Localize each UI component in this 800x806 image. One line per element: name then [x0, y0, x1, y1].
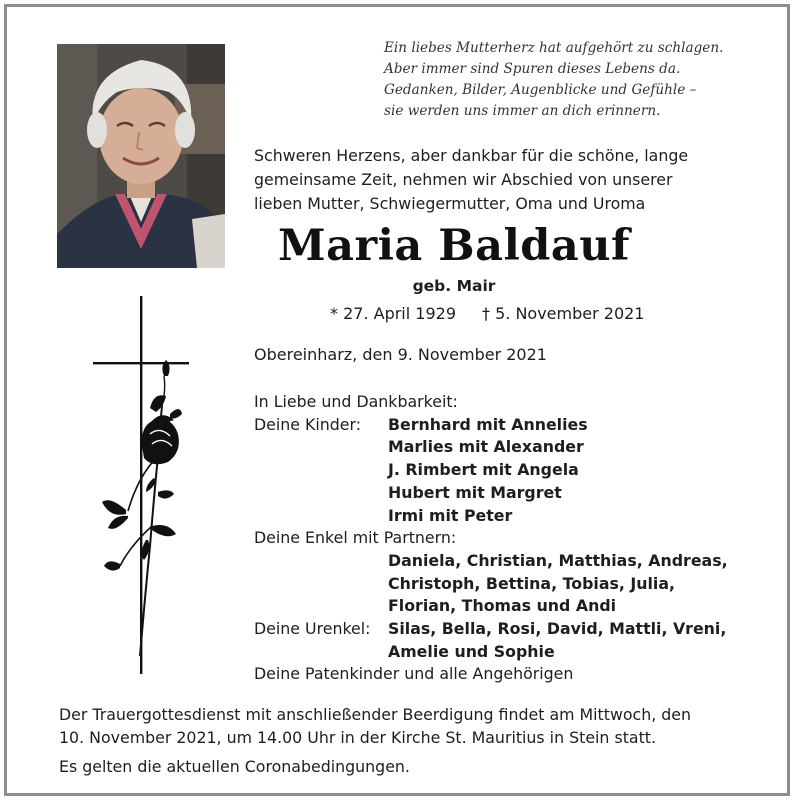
intro-line: lieben Mutter, Schwiegermutter, Oma und Uroma: [254, 194, 646, 213]
mourners-list: [254, 391, 728, 686]
cross-rose-icon: [90, 296, 200, 676]
maiden-name: geb. Mair: [412, 277, 496, 295]
intro-line: gemeinsame Zeit, nehmen wir Abschied von unserer: [254, 170, 673, 189]
portrait-photo: [57, 44, 225, 268]
service-info: [59, 703, 759, 778]
children-name: Marlies mit Alexander: [388, 437, 584, 457]
grandchildren-label: Deine Enkel mit Partnern:: [254, 528, 457, 548]
service-line: 10. November 2021, um 14.00 Uhr in der Kirche St. Mauritius in Stein statt.: [59, 728, 656, 747]
mourners-heading: In Liebe und Dankbarkeit:: [254, 392, 458, 411]
poem-line: Gedanken, Bilder, Augenblicke und Gefühle –: [384, 82, 697, 98]
intro-line: Schweren Herzens, aber dankbar für die schöne, lange: [254, 146, 689, 165]
children-name: Irmi mit Peter: [388, 505, 513, 525]
great-grandchildren-label: Deine Urenkel:: [254, 619, 371, 639]
children-name: Hubert mit Margret: [388, 482, 562, 502]
children-name: Bernhard mit Annelies: [388, 414, 588, 434]
great-grandchildren-names: Silas, Bella, Rosi, David, Mattli, Vreni,: [388, 619, 727, 639]
great-grandchildren-row: [254, 618, 728, 641]
death-date: † 5. November 2021: [482, 304, 645, 323]
mourners-closing: Deine Patenkinder und alle Angehörigen: [254, 664, 574, 684]
poem-line: sie werden uns immer an dich erinnern.: [384, 103, 661, 119]
life-dates: [330, 304, 670, 323]
corona-note: Es gelten die aktuellen Coronabedingungen.: [59, 757, 410, 776]
children-label: Deine Kinder:: [254, 414, 362, 434]
grandchildren-names: Christoph, Bettina, Tobias, Julia,: [388, 573, 676, 593]
great-grandchildren-names: Amelie und Sophie: [388, 641, 555, 661]
place-date: Obereinharz, den 9. November 2021: [254, 345, 547, 364]
poem-line: Ein liebes Mutterherz hat aufgehört zu schlagen.: [384, 40, 724, 56]
intro-text: [254, 144, 774, 216]
children-row: [254, 414, 728, 437]
birth-date: * 27. April 1929: [330, 304, 456, 323]
grandchildren-names: Daniela, Christian, Matthias, Andreas,: [388, 550, 728, 570]
service-line: Der Trauergottesdienst mit anschließender Beerdigung findet am Mittwoch, den: [59, 705, 692, 724]
deceased-name: Maria Baldauf: [277, 221, 630, 271]
poem-line: Aber immer sind Spuren dieses Lebens da.: [384, 61, 681, 77]
poem: [384, 38, 764, 122]
children-name: J. Rimbert mit Angela: [388, 460, 579, 480]
grandchildren-names: Florian, Thomas und Andi: [388, 596, 617, 616]
